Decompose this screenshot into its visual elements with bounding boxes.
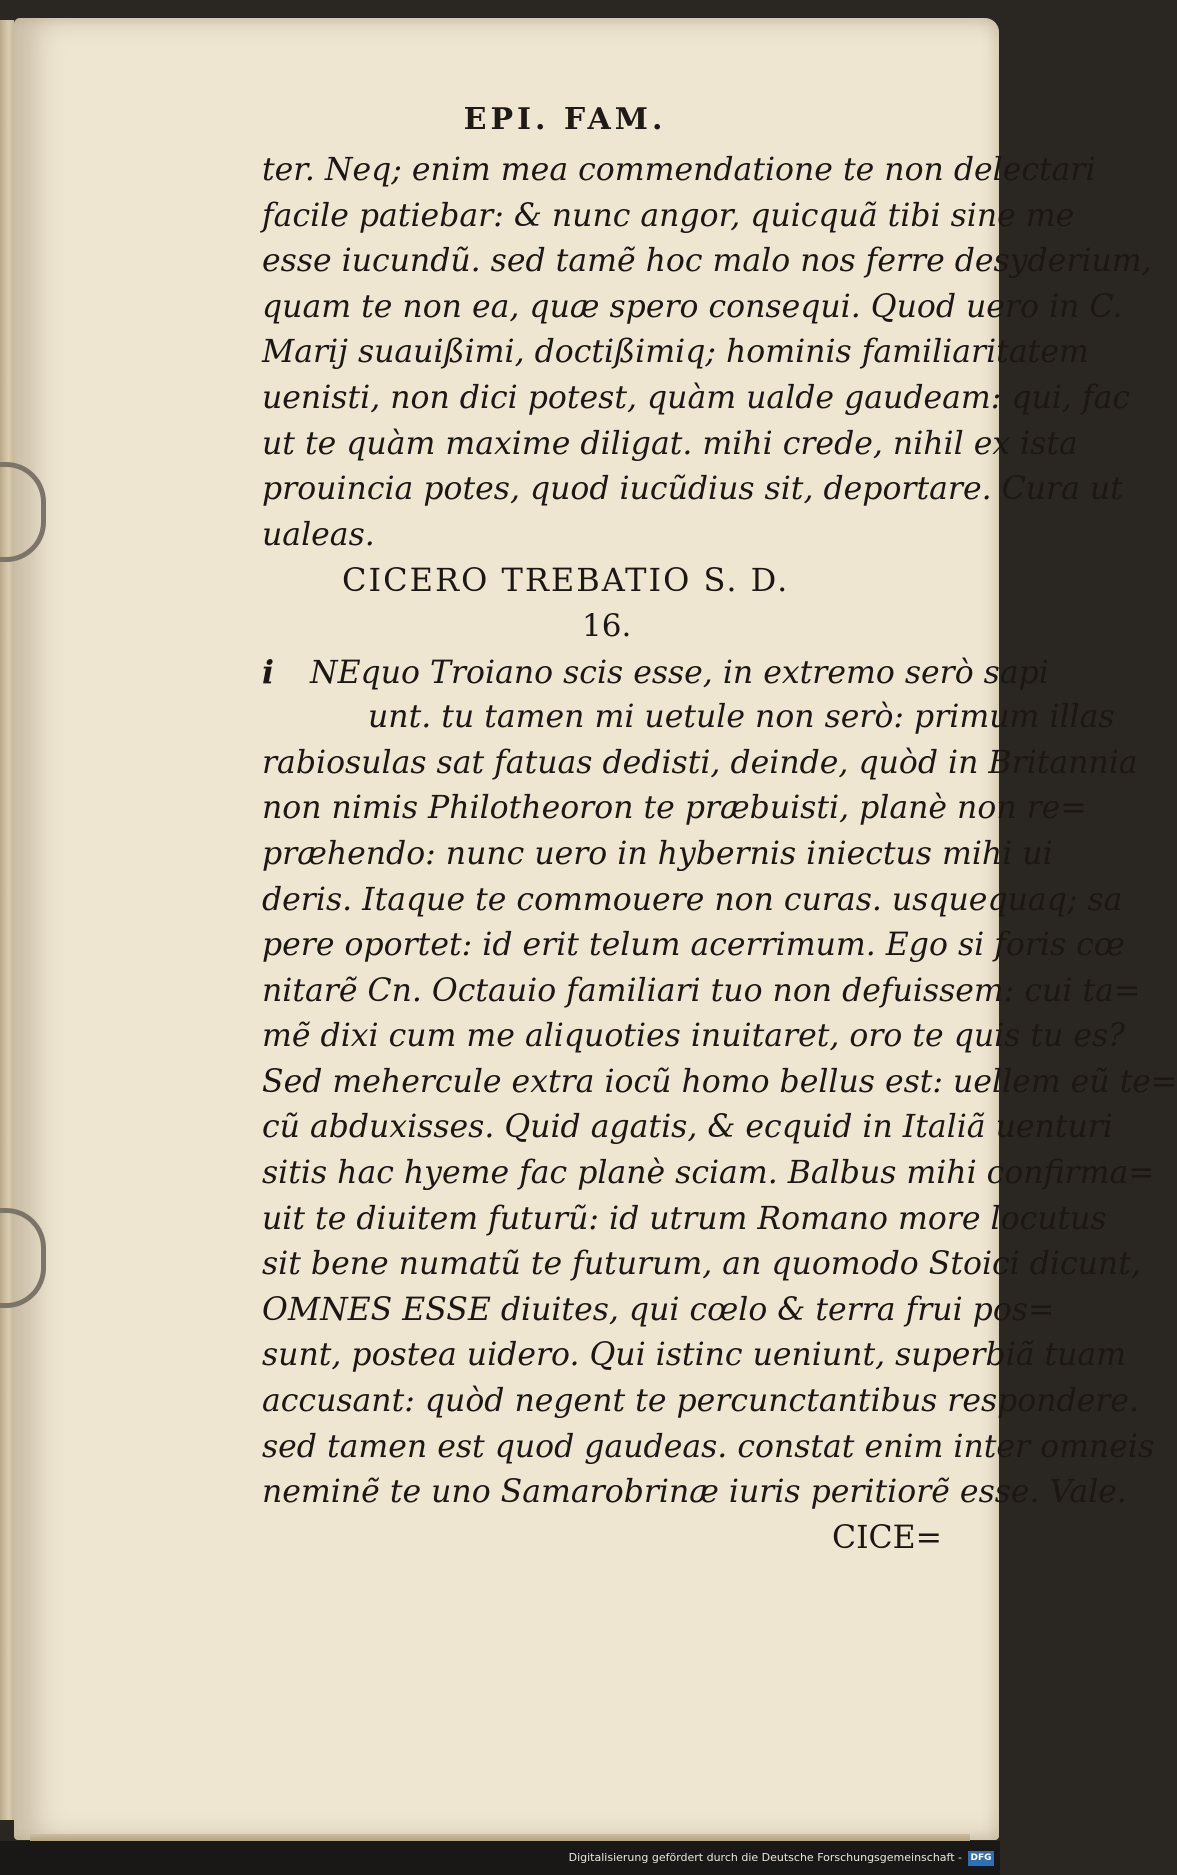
text-line: sed tamen est quod gaudeas. constat enim inter omneis <box>262 1428 1155 1465</box>
text-line: neminẽ te uno Samarobrinæ iuris peritiorẽ esse. Vale. <box>262 1474 1127 1511</box>
running-header: EPI. FAM. <box>463 102 667 137</box>
text-line: quam te non ea, quæ spero consequi. Quod uero in C. <box>262 288 1123 325</box>
text-line: uenisti, non dici potest, quàm ualde gaudeam: qui, fac <box>262 379 1131 416</box>
text-line: Marij suauißimi, doctißimiq; hominis familiaritatem <box>262 334 1089 371</box>
page-text <box>262 148 1177 1561</box>
dfg-logo: DFG <box>968 1851 994 1866</box>
footer-credit: Digitalisierung gefördert durch die Deutsche Forschungsgemeinschaft - <box>568 1851 962 1864</box>
text-line: non nimis Philotheoron te præbuisti, planè non re= <box>262 790 1087 827</box>
text-line: præhendo: nunc uero in hybernis iniectus mihi ui <box>262 835 1053 872</box>
page-edge <box>0 20 14 1820</box>
letter-first-line: NEquo Troiano scis esse, in extremo serò sapi <box>310 654 1049 691</box>
text-line: Sed mehercule extra iocũ homo bellus est: uellem eũ te= <box>262 1063 1177 1100</box>
text-line <box>262 650 1049 696</box>
text-line: facile patiebar: & nunc angor, quicquã tibi sine me <box>262 197 1075 234</box>
text-line: uit te diuitem futurũ: id utrum Romano more locutus <box>262 1200 1107 1237</box>
catchword: CICE= <box>832 1519 943 1556</box>
text-line: mẽ dixi cum me aliquoties inuitaret, oro te quis tu es? <box>262 1018 1126 1055</box>
text-line: nitarẽ Cn. Octauio familiari tuo non defuissem: cui ta= <box>262 972 1141 1009</box>
text-line: cũ abduxisses. Quid agatis, & ecquid in Italiã uenturi <box>262 1109 1113 1146</box>
text-line: ut te quàm maxime diligat. mihi crede, nihil ex ista <box>262 425 1078 462</box>
text-line: sit bene numatũ te futurum, an quomodo Stoici dicunt, <box>262 1246 1141 1283</box>
text-line: rabiosulas sat fatuas dedisti, deinde, quòd in Britannia <box>262 744 1138 781</box>
text-line: ualeas. <box>262 516 375 553</box>
text-line: deris. Itaque te commouere non curas. usquequaq; sa <box>262 881 1123 918</box>
text-line: sitis hac hyeme fac planè sciam. Balbus mihi confirma= <box>262 1155 1155 1192</box>
letter-heading: CICERO TREBATIO S. D. <box>342 561 790 600</box>
text-line: esse iucundũ. sed tamẽ hoc malo nos ferre desyderium, <box>262 243 1152 280</box>
text-line: accusant: quòd negent te percunctantibus respondere. <box>262 1383 1140 1420</box>
text-line: prouincia potes, quod iucũdius sit, deportare. Cura ut <box>262 471 1123 508</box>
digitization-footer <box>0 1841 1000 1875</box>
text-line: unt. tu tamen mi uetule non serò: primum illas <box>368 699 1115 736</box>
text-line: sunt, postea uidero. Qui istinc ueniunt, superbiã tuam <box>262 1337 1127 1374</box>
text-line: OMNES ESSE diuites, qui cœlo & terra frui pos= <box>262 1291 1055 1328</box>
letter-number: 16. <box>582 607 632 644</box>
text-line: pere oportet: id erit telum acerrimum. Ego si foris cœ <box>262 927 1125 964</box>
margin-marker: i <box>262 653 274 691</box>
text-line: ter. Neq; enim mea commendatione te non delectari <box>262 152 1096 188</box>
